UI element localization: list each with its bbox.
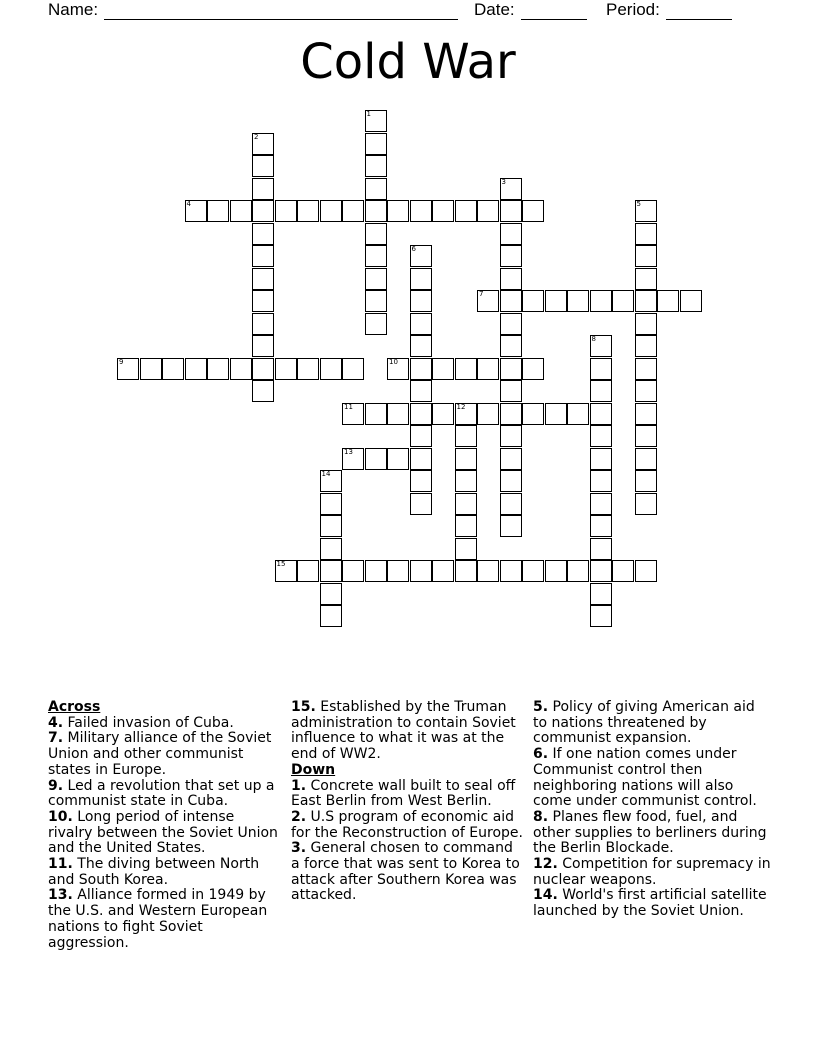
clue-down-6: 6. If one nation comes under Communist control then neighboring nations will also come under communist control.	[533, 746, 757, 810]
crossword-cell[interactable]	[477, 560, 499, 582]
crossword-cell[interactable]	[522, 200, 544, 222]
crossword-cell[interactable]	[297, 560, 319, 582]
clue-across-11: 11. The diving between North and South Korea.	[48, 856, 260, 888]
clue-down-2: 2. U.S program of economic aid for the Reconstruction of Europe.	[291, 808, 523, 841]
clue-number: 5	[636, 200, 641, 208]
crossword-cell[interactable]	[635, 403, 657, 425]
crossword-cell[interactable]	[252, 335, 274, 357]
crossword-cell[interactable]	[410, 470, 432, 492]
crossword-cell[interactable]	[410, 425, 432, 447]
crossword-cell[interactable]	[500, 380, 522, 402]
crossword-cell[interactable]	[365, 313, 387, 335]
crossword-cell[interactable]	[635, 245, 657, 267]
crossword-cell[interactable]	[477, 290, 499, 312]
crossword-cell[interactable]	[455, 560, 477, 582]
name-label: Name:	[48, 0, 99, 19]
crossword-cell[interactable]	[590, 425, 612, 447]
crossword-cell[interactable]	[657, 290, 679, 312]
clues-column-3	[533, 700, 773, 920]
period-label: Period:	[606, 0, 660, 19]
crossword-cell[interactable]	[567, 290, 589, 312]
crossword-cell[interactable]	[500, 493, 522, 515]
clue-number: 9	[119, 357, 124, 366]
crossword-cell[interactable]	[252, 133, 274, 155]
across-heading: Across	[48, 699, 101, 715]
clue-number: 15	[276, 560, 286, 568]
crossword-cell[interactable]	[185, 358, 207, 380]
crossword-cell[interactable]	[590, 493, 612, 515]
crossword-cell[interactable]	[185, 200, 207, 222]
crossword-cell[interactable]	[567, 403, 589, 425]
crossword-cell[interactable]	[635, 200, 657, 222]
crossword-cell[interactable]	[545, 560, 567, 582]
crossword-cell[interactable]	[410, 380, 432, 402]
crossword-cell[interactable]	[365, 268, 387, 290]
crossword-cell[interactable]	[365, 133, 387, 155]
crossword-cell[interactable]	[252, 290, 274, 312]
crossword-cell[interactable]	[117, 358, 139, 380]
crossword-cell[interactable]	[252, 200, 274, 222]
clue-across-15: 15. Established by the Truman administration to contain Soviet influence to what it was at the end of WW2.	[291, 699, 516, 763]
crossword-cell[interactable]	[432, 358, 454, 380]
crossword-cell[interactable]	[500, 268, 522, 290]
crossword-cell[interactable]	[500, 515, 522, 537]
crossword-cell[interactable]	[500, 290, 522, 312]
clue-number: 10	[389, 357, 398, 366]
crossword-cell[interactable]	[455, 470, 477, 492]
crossword-cell[interactable]	[252, 223, 274, 245]
page-title: Cold War	[300, 34, 516, 90]
crossword-cell[interactable]	[365, 200, 387, 222]
crossword-cell[interactable]	[252, 178, 274, 200]
crossword-cell[interactable]	[590, 380, 612, 402]
clue-across-7: 7. Military alliance of the Soviet Union and other communist states in Europe.	[48, 730, 272, 778]
crossword-cell[interactable]	[635, 223, 657, 245]
clue-number: 1	[366, 110, 371, 118]
crossword-cell[interactable]	[320, 200, 342, 222]
clue-number: 14	[321, 470, 331, 478]
crossword-cell[interactable]	[410, 313, 432, 335]
crossword-cell[interactable]	[432, 403, 454, 425]
crossword-cell[interactable]	[410, 560, 432, 582]
crossword-cell[interactable]	[500, 200, 522, 222]
down-heading: Down	[291, 761, 336, 778]
clue-across-9: 9. Led a revolution that set up a communist state in Cuba.	[48, 777, 275, 810]
crossword-cell[interactable]	[275, 358, 297, 380]
crossword-cell[interactable]	[635, 290, 657, 312]
crossword-cell[interactable]	[365, 245, 387, 267]
crossword-cell[interactable]	[635, 268, 657, 290]
crossword-cell[interactable]	[365, 403, 387, 425]
clue-number: 11	[344, 402, 353, 411]
crossword-cell[interactable]	[320, 583, 342, 605]
clue-down-5: 5. Policy of giving American aid to nations threatened by communist expansion.	[533, 699, 755, 747]
clue-number: 7	[479, 290, 484, 298]
clues-column-1	[48, 700, 278, 951]
crossword-cell[interactable]	[455, 493, 477, 515]
crossword-cell[interactable]	[320, 493, 342, 515]
crossword-cell[interactable]	[320, 515, 342, 537]
crossword-cell[interactable]	[500, 403, 522, 425]
crossword-cell[interactable]	[207, 358, 229, 380]
crossword-cell[interactable]	[590, 538, 612, 560]
crossword-cell[interactable]	[365, 110, 387, 132]
crossword-cell[interactable]	[545, 403, 567, 425]
crossword-cell[interactable]	[342, 358, 364, 380]
crossword-cell[interactable]	[297, 358, 319, 380]
crossword-cell[interactable]	[297, 200, 319, 222]
crossword-cell[interactable]	[455, 358, 477, 380]
crossword-cell[interactable]	[365, 223, 387, 245]
crossword-cell[interactable]	[230, 358, 252, 380]
crossword-cell[interactable]	[342, 200, 364, 222]
crossword-cell[interactable]	[590, 448, 612, 470]
crossword-cell[interactable]	[590, 605, 612, 627]
crossword-cell[interactable]	[500, 223, 522, 245]
crossword-cell[interactable]	[612, 290, 634, 312]
crossword-cell[interactable]	[252, 313, 274, 335]
crossword-cell[interactable]	[500, 425, 522, 447]
clue-down-12: 12. Competition for supremacy in nuclear weapons.	[533, 856, 771, 888]
crossword-cell[interactable]	[275, 560, 297, 582]
crossword-cell[interactable]	[410, 200, 432, 222]
crossword-cell[interactable]	[522, 560, 544, 582]
clue-down-14: 14. World's first artificial satellite launched by the Soviet Union.	[533, 887, 767, 920]
crossword-cell[interactable]	[500, 313, 522, 335]
date-label: Date:	[474, 0, 515, 19]
crossword-cell[interactable]	[590, 470, 612, 492]
crossword-cell[interactable]	[590, 290, 612, 312]
clue-number: 8	[591, 335, 596, 343]
crossword-cell[interactable]	[342, 560, 364, 582]
crossword-cell[interactable]	[500, 470, 522, 492]
crossword-cell[interactable]	[387, 358, 409, 380]
crossword-cell[interactable]	[500, 178, 522, 200]
crossword-cell[interactable]	[590, 358, 612, 380]
clue-across-13: 13. Alliance formed in 1949 by the U.S. and Western European nations to fight Soviet aggression.	[48, 887, 268, 951]
crossword-cell[interactable]	[410, 268, 432, 290]
crossword-cell[interactable]	[365, 560, 387, 582]
crossword-cell[interactable]	[455, 200, 477, 222]
crossword-cell[interactable]	[567, 560, 589, 582]
crossword-cell[interactable]	[590, 560, 612, 582]
crossword-cell[interactable]	[320, 470, 342, 492]
clue-down-1: 1. Concrete wall built to seal off East Berlin from West Berlin.	[291, 777, 516, 810]
crossword-cell[interactable]	[320, 358, 342, 380]
crossword-cell[interactable]	[455, 403, 477, 425]
crossword-cell[interactable]	[590, 515, 612, 537]
crossword-cell[interactable]	[635, 358, 657, 380]
crossword-cell[interactable]	[545, 290, 567, 312]
crossword-cell[interactable]	[455, 425, 477, 447]
crossword-cell[interactable]	[590, 403, 612, 425]
crossword-cell[interactable]	[522, 403, 544, 425]
crossword-cell[interactable]	[342, 448, 364, 470]
clue-number: 12	[456, 402, 466, 411]
crossword-cell[interactable]	[342, 403, 364, 425]
crossword-cell[interactable]	[252, 380, 274, 402]
crossword-cell[interactable]	[365, 155, 387, 177]
crossword-cell[interactable]	[635, 425, 657, 447]
crossword-cell[interactable]	[500, 560, 522, 582]
crossword-cell[interactable]	[387, 560, 409, 582]
crossword-cell[interactable]	[522, 290, 544, 312]
crossword-cell[interactable]	[500, 448, 522, 470]
crossword-cell[interactable]	[320, 538, 342, 560]
clue-number: 6	[411, 245, 416, 253]
crossword-cell[interactable]	[680, 290, 702, 312]
crossword-cell[interactable]	[635, 470, 657, 492]
crossword-cell[interactable]	[140, 358, 162, 380]
crossword-cell[interactable]	[477, 200, 499, 222]
crossword-cell[interactable]	[612, 560, 634, 582]
crossword-cell[interactable]	[477, 403, 499, 425]
crossword-cell[interactable]	[455, 538, 477, 560]
crossword-cell[interactable]	[410, 493, 432, 515]
crossword-cell[interactable]	[365, 448, 387, 470]
crossword-cell[interactable]	[410, 448, 432, 470]
crossword-cell[interactable]	[320, 605, 342, 627]
crossword-cell[interactable]	[635, 448, 657, 470]
crossword-cell[interactable]	[432, 560, 454, 582]
crossword-cell[interactable]	[207, 200, 229, 222]
crossword-cell[interactable]	[635, 493, 657, 515]
clue-number: 2	[254, 132, 259, 141]
crossword-cell[interactable]	[455, 515, 477, 537]
crossword-cell[interactable]	[162, 358, 184, 380]
crossword-cell[interactable]	[410, 403, 432, 425]
crossword-cell[interactable]	[410, 335, 432, 357]
crossword-cell[interactable]	[635, 313, 657, 335]
crossword-cell[interactable]	[387, 448, 409, 470]
crossword-cell[interactable]	[275, 200, 297, 222]
crossword-cell[interactable]	[590, 583, 612, 605]
crossword-cell[interactable]	[500, 335, 522, 357]
clue-number: 3	[501, 177, 506, 186]
clue-across-10: 10. Long period of intense rivalry between the Soviet Union and the United States.	[48, 808, 278, 857]
crossword-cell[interactable]	[635, 335, 657, 357]
crossword-cell[interactable]	[522, 358, 544, 380]
crossword-cell[interactable]	[455, 448, 477, 470]
crossword-cell[interactable]	[590, 335, 612, 357]
crossword-cell[interactable]	[500, 358, 522, 380]
crossword-cell[interactable]	[320, 560, 342, 582]
crossword-cell[interactable]	[635, 560, 657, 582]
clue-number: 13	[344, 447, 353, 456]
clue-down-8: 8. Planes flew food, fuel, and other supplies to berliners during the Berlin Blockade.	[533, 808, 767, 857]
crossword-cell[interactable]	[252, 155, 274, 177]
crossword-cell[interactable]	[365, 290, 387, 312]
crossword-cell[interactable]	[410, 245, 432, 267]
crossword-cell[interactable]	[252, 358, 274, 380]
crossword-cell[interactable]	[387, 403, 409, 425]
crossword-cell[interactable]	[432, 200, 454, 222]
crossword-cell[interactable]	[252, 268, 274, 290]
clues-column-2	[291, 700, 523, 904]
crossword-cell[interactable]	[365, 178, 387, 200]
clue-down-3: 3. General chosen to command a force that was sent to Korea to attack after Southern Korea was attacked.	[291, 840, 520, 904]
clue-number: 4	[186, 200, 191, 208]
crossword-cell[interactable]	[387, 200, 409, 222]
crossword-cell[interactable]	[477, 358, 499, 380]
crossword-cell[interactable]	[500, 245, 522, 267]
crossword-cell[interactable]	[252, 245, 274, 267]
crossword-cell[interactable]	[635, 380, 657, 402]
crossword-cell[interactable]	[410, 290, 432, 312]
clue-across-4: 4. Failed invasion of Cuba.	[48, 714, 234, 731]
crossword-cell[interactable]	[230, 200, 252, 222]
crossword-cell[interactable]	[410, 358, 432, 380]
